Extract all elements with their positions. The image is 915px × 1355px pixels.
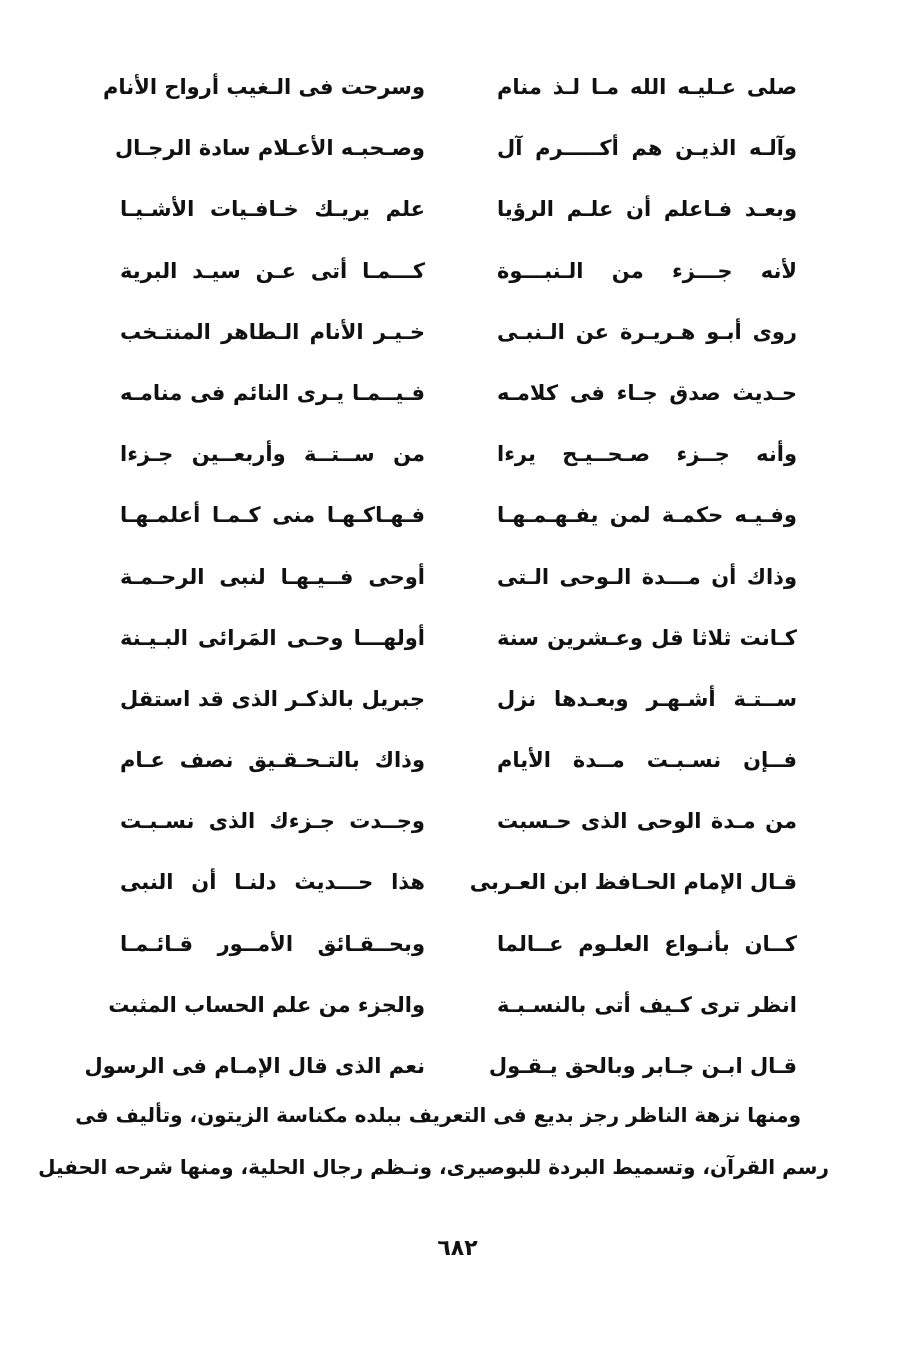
verse-first-hemistich: انظر ترى كـيف أتى بالنسـبـة: [497, 992, 797, 1017]
verse-first-hemistich: حـديث صدق جـاء فى كلامـه: [497, 380, 797, 405]
prose-line: رسم القرآن، وتسميط البردة للبوصيرى، ونـظم رجال الحلية، ومنها شرحه الحفيل: [38, 1155, 829, 1179]
verse-second-hemistich: وبحــقـائق الأمــور قـائـمـا: [120, 931, 425, 956]
verse-second-hemistich: من ســتــة وأربعــين جـزءا: [120, 442, 425, 467]
verse-second-hemistich: خـيـر الأنام الـطاهر المنتـخب: [120, 319, 425, 344]
verse: [0, 62, 915, 123]
verse-second-hemistich: والجزء من علم الحساب المثبت: [108, 992, 425, 1017]
verse: [0, 307, 915, 368]
verse: [0, 246, 915, 307]
verse: [0, 552, 915, 613]
verse: [0, 857, 915, 918]
verse: [0, 980, 915, 1041]
verse-second-hemistich: علم يريـك خـافـيات الأشـيـا: [120, 197, 425, 222]
verse-first-hemistich: لأنه جـــزء من الـنبـــوة: [497, 258, 797, 283]
verse-second-hemistich: أوحى فــيـهـا لنبى الرحـمـة: [120, 564, 425, 589]
page-footer: [0, 1236, 915, 1261]
verse-first-hemistich: فــإن نسـبـت مــدة الأيام: [497, 748, 797, 773]
verse-second-hemistich: فـهـاكـهـا منى كـمـا أعلمـهـا: [120, 503, 425, 528]
verse: [0, 429, 915, 490]
prose-paragraph: [38, 1090, 829, 1194]
verse-second-hemistich: فـيــمـا يـرى النائم فى منامـه: [120, 380, 425, 405]
verse: [0, 613, 915, 674]
verse-first-hemistich: وأنه جــزء صـحــيـح يرءا: [497, 442, 797, 467]
verse-second-hemistich: وجــدت جـزءك الذى نسـبـت: [120, 809, 425, 834]
verse: [0, 919, 915, 980]
verse: [0, 735, 915, 796]
prose-line: ومنها نزهة الناظر رجز بديع فى التعريف ببلده مكناسة الزيتون، وتأليف فى: [75, 1103, 801, 1127]
verse: [0, 796, 915, 857]
verse-first-hemistich: وبعـد فـاعلم أن علـم الرؤيا: [497, 197, 797, 222]
verse-first-hemistich: قـال ابـن جـابر وبالحق يـقـول: [488, 1054, 797, 1078]
poem: [0, 62, 915, 1102]
verse: [0, 674, 915, 735]
verse-second-hemistich: وسرحت فى الـغيب أرواح الأنام: [103, 75, 425, 99]
verse-first-hemistich: كـانت ثلاثا قل وعـشرين سنة: [497, 625, 797, 650]
verse-first-hemistich: وفـيـه حكمـة لمن يفـهـمـهـا: [497, 503, 797, 528]
verse-second-hemistich: وذاك بالتـحـقـيق نصف عـام: [120, 748, 425, 773]
verse-second-hemistich: أولهـــا وحـى المَرائى البـيـنة: [120, 625, 425, 650]
verse-first-hemistich: قـال الإمام الحـافظ ابن العـربى: [469, 870, 797, 895]
verse: [0, 123, 915, 184]
verse-first-hemistich: وذاك أن مـــدة الـوحى الـتى: [497, 564, 797, 589]
verse: [0, 184, 915, 245]
verse-second-hemistich: هذا حـــديث دلنـا أن النبى: [120, 870, 425, 895]
page-number: ٦٨٢: [437, 1236, 478, 1261]
verse: [0, 490, 915, 551]
verse-second-hemistich: نعم الذى قال الإمـام فى الرسول: [84, 1054, 425, 1078]
verse-first-hemistich: من مـدة الوحى الذى حـسبت: [497, 809, 797, 834]
verse-first-hemistich: صلى عـليـه الله مـا لـذ منام: [497, 75, 797, 99]
verse-second-hemistich: جبريل بالذكـر الذى قد استقل: [120, 686, 425, 711]
verse-first-hemistich: كــان بأنـواع العلـوم عــالما: [497, 931, 797, 956]
verse-first-hemistich: روى أبـو هـريـرة عن الـنبـى: [497, 319, 797, 344]
verse-first-hemistich: ســتـة أشـهـر وبعـدها نزل: [497, 686, 797, 711]
verse-first-hemistich: وآلـه الذيـن هم أكـــــرم آل: [497, 136, 797, 161]
verse-second-hemistich: وصـحبـه الأعـلام سادة الرجـال: [114, 136, 425, 161]
verse: [0, 368, 915, 429]
verse-second-hemistich: كـــمـا أتى عـن سيـد البرية: [120, 258, 425, 283]
